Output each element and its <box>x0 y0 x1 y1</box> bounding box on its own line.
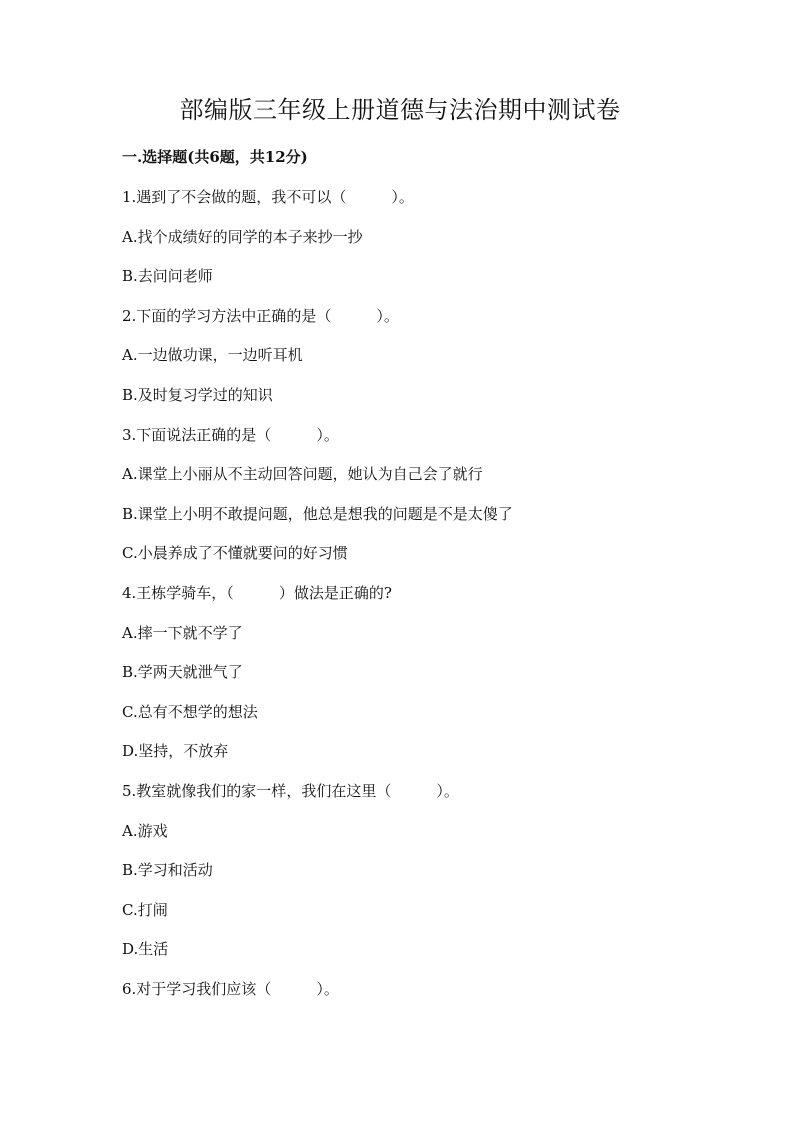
section-heading: 一.选择题(共6题，共12分) <box>122 148 308 166</box>
question-list <box>122 184 722 1015</box>
option-text: A.课堂上小丽从不主动回答问题，她认为自己会了就行 <box>122 465 483 484</box>
question-text: 5.教室就像我们的家一样，我们在这里（ ）。 <box>122 781 459 800</box>
question-text: 1.遇到了不会做的题，我不可以（ ）。 <box>122 188 414 206</box>
question-text: 3.下面说法正确的是（ ）。 <box>122 425 339 444</box>
option-text: A.找个成绩好的同学的本子来抄一抄 <box>122 227 363 246</box>
question-text: 2.下面的学习方法中正确的是（ ）。 <box>122 306 399 325</box>
option-text: D.生活 <box>122 940 169 959</box>
option-text: B.去问问老师 <box>122 267 213 286</box>
option-text: B.学习和活动 <box>122 861 213 880</box>
question-text: 4.王栋学骑车，（ ）做法是正确的? <box>122 583 392 602</box>
option-text: A.摔一下就不学了 <box>122 623 243 642</box>
option-text: A.游戏 <box>122 821 168 840</box>
option-text: B.学两天就泄气了 <box>122 663 243 682</box>
option-text: A.一边做功课，一边听耳机 <box>122 346 303 365</box>
exam-title: 部编版三年级上册道德与法治期中测试卷 <box>179 96 621 124</box>
question-text: 6.对于学习我们应该（ ）。 <box>122 979 339 998</box>
option-text: B.课堂上小明不敢提问题，他总是想我的问题是不是太傻了 <box>122 504 513 523</box>
option-text: B.及时复习学过的知识 <box>122 385 273 404</box>
option-text: D.坚持，不放弃 <box>122 742 229 761</box>
option-text: C.小晨养成了不懂就要问的好习惯 <box>122 544 348 563</box>
option-text: C.总有不想学的想法 <box>122 702 258 721</box>
option-text: C.打闹 <box>122 900 168 919</box>
